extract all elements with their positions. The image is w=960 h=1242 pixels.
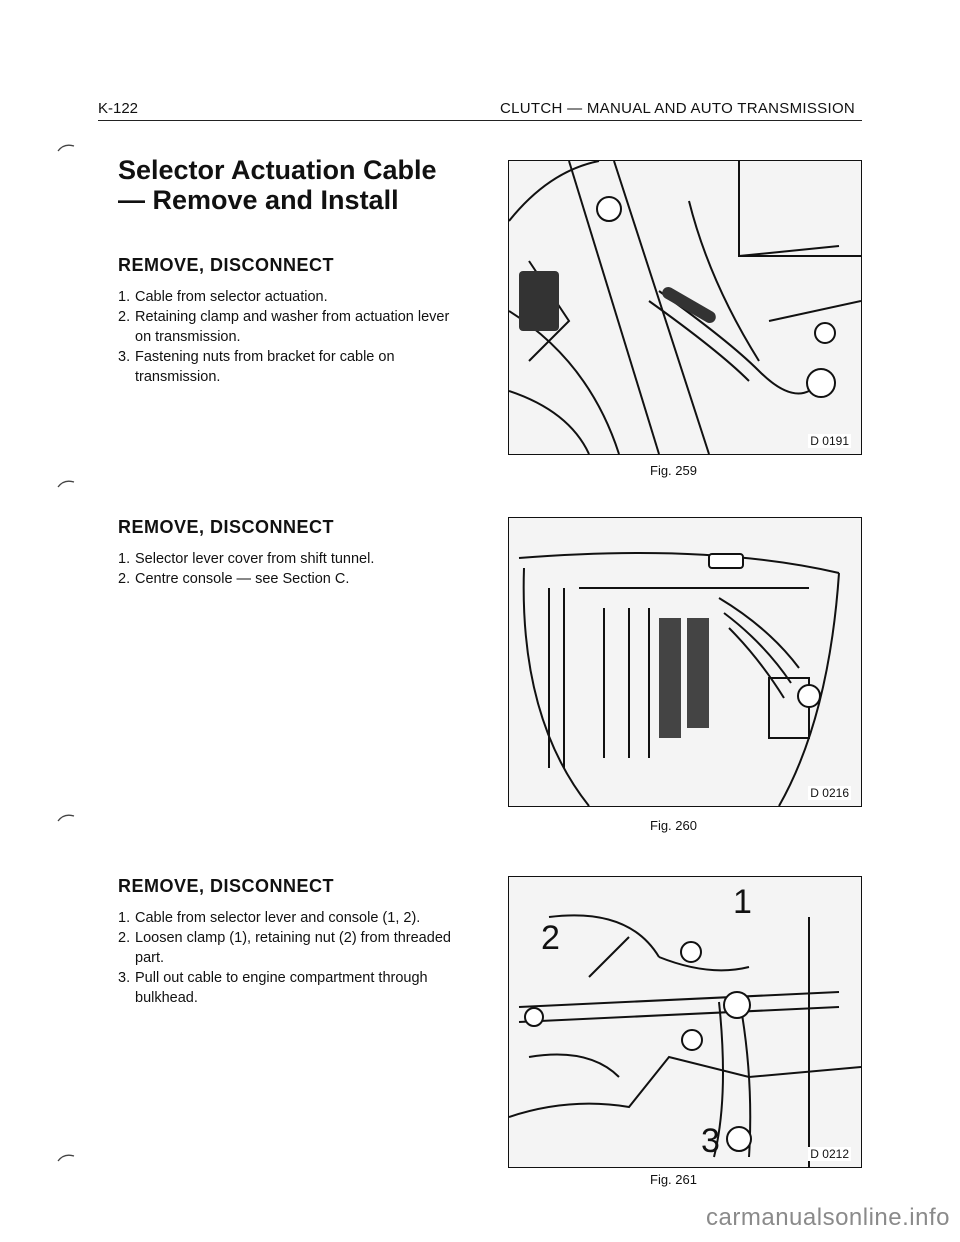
step-item: 1. Cable from selector lever and console (1, 2).	[118, 910, 421, 926]
watermark: carmanualsonline.info	[706, 1204, 950, 1231]
figure-id: D 0191	[810, 434, 849, 448]
procedure-block-3	[118, 876, 463, 1008]
callout-2: 2	[541, 919, 560, 957]
figure-caption: Fig. 261	[650, 1172, 697, 1187]
procedure-block-1	[118, 255, 463, 387]
selector-lever-cable-illustration	[509, 877, 861, 1167]
figure-caption: Fig. 260	[650, 818, 697, 833]
procedure-block-2	[118, 517, 463, 589]
figure-caption: Fig. 259	[650, 463, 697, 478]
header-rule	[98, 120, 862, 121]
step-item: 2. Loosen clamp (1), retaining nut (2) from threaded part.	[118, 930, 451, 966]
block-heading: REMOVE, DISCONNECT	[118, 517, 335, 537]
step-list	[118, 287, 463, 387]
figure-id: D 0212	[810, 1147, 849, 1161]
console-tunnel-illustration	[509, 518, 861, 806]
callout-1: 1	[733, 883, 752, 921]
figure-260-illustration	[508, 517, 862, 807]
figure-261-illustration	[508, 876, 862, 1168]
step-item: 3. Pull out cable to engine compartment through bulkhead.	[118, 970, 428, 1006]
page-number: K-122	[98, 100, 139, 117]
block-heading: REMOVE, DISCONNECT	[118, 876, 335, 896]
running-head: CLUTCH — MANUAL AND AUTO TRANSMISSION	[500, 100, 856, 117]
figure-id: D 0216	[810, 786, 849, 800]
step-list	[118, 549, 463, 589]
margin-mark	[56, 1152, 76, 1162]
step-item: 2. Retaining clamp and washer from actuation lever on transmission.	[118, 309, 450, 345]
margin-mark	[56, 812, 76, 822]
block-heading: REMOVE, DISCONNECT	[118, 255, 335, 275]
step-item: 1. Cable from selector actuation.	[118, 289, 328, 305]
step-list	[118, 908, 463, 1008]
section-title: Selector Actuation Cable — Remove and Install	[118, 155, 437, 215]
step-item: 3. Fastening nuts from bracket for cable on transmission.	[118, 349, 395, 385]
figure-259-illustration	[508, 160, 862, 455]
step-item: 2. Centre console — see Section C.	[118, 571, 350, 587]
margin-mark	[56, 142, 76, 152]
step-item: 1. Selector lever cover from shift tunnel.	[118, 551, 375, 567]
callout-3: 3	[701, 1122, 720, 1160]
engine-bay-cable-illustration	[509, 161, 861, 454]
margin-mark	[56, 478, 76, 488]
